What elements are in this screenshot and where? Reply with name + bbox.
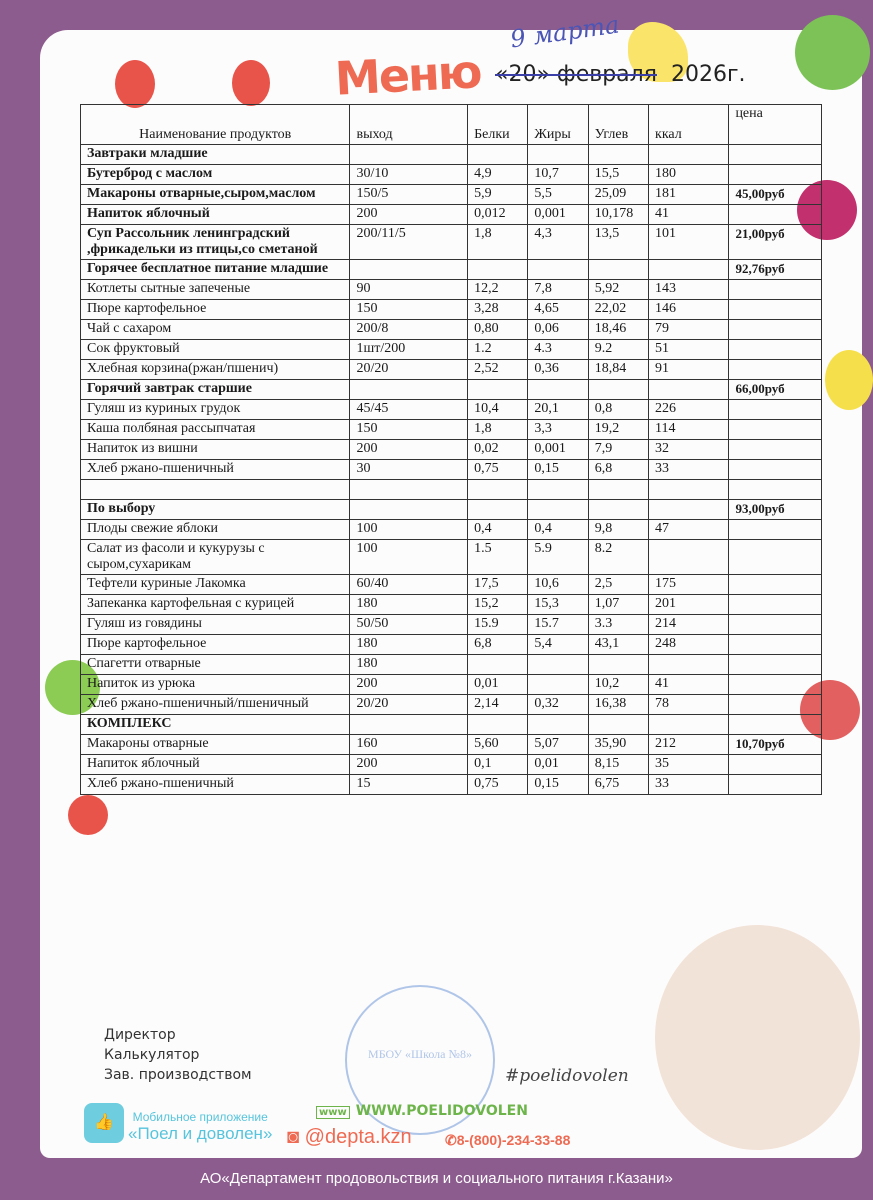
school-stamp: МБОУ «Школа №8» [345, 985, 495, 1135]
item-carbs: 7,9 [588, 440, 648, 460]
table-row [81, 360, 822, 380]
item-output: 150/5 [350, 185, 468, 205]
item-price [729, 715, 822, 735]
item-fat: 0,001 [528, 440, 588, 460]
calculator-label: Калькулятор [104, 1047, 200, 1063]
item-kcal: 212 [649, 735, 729, 755]
item-kcal [649, 260, 729, 280]
item-price [729, 575, 822, 595]
item-fat [528, 675, 588, 695]
item-protein: 2,52 [468, 360, 528, 380]
item-fat: 4.3 [528, 340, 588, 360]
item-output: 50/50 [350, 615, 468, 635]
item-output: 1шт/200 [350, 340, 468, 360]
production-label: Зав. производством [104, 1067, 252, 1083]
item-output: 100 [350, 540, 468, 575]
hashtag: #poelidovolen [505, 1066, 629, 1086]
item-fat: 0,15 [528, 460, 588, 480]
item-kcal [649, 145, 729, 165]
item-name: Спагетти отварные [81, 655, 350, 675]
menu-table [80, 104, 822, 795]
item-price [729, 460, 822, 480]
crossed-date: «20» февраля [495, 62, 657, 87]
item-price [729, 400, 822, 420]
item-protein [468, 380, 528, 400]
table-row [81, 380, 822, 400]
item-output: 100 [350, 520, 468, 540]
item-price [729, 320, 822, 340]
item-output: 160 [350, 735, 468, 755]
item-kcal: 248 [649, 635, 729, 655]
item-fat: 10,6 [528, 575, 588, 595]
item-kcal: 101 [649, 225, 729, 260]
item-price [729, 480, 822, 500]
item-name: Напиток яблочный [81, 755, 350, 775]
item-kcal: 33 [649, 775, 729, 795]
item-name [81, 480, 350, 500]
item-fat: 3,3 [528, 420, 588, 440]
item-carbs [588, 655, 648, 675]
item-output: 200/8 [350, 320, 468, 340]
instagram[interactable]: ◙ @depta.kzn [287, 1126, 412, 1148]
item-name: Хлебная корзина(ржан/пшенич) [81, 360, 350, 380]
item-protein: 0,80 [468, 320, 528, 340]
item-protein: 0,01 [468, 675, 528, 695]
item-name: Тефтели куриные Лакомка [81, 575, 350, 595]
item-fat [528, 655, 588, 675]
item-protein: 15.9 [468, 615, 528, 635]
item-price: 21,00руб [729, 225, 822, 260]
item-carbs: 8.2 [588, 540, 648, 575]
item-name: Напиток из вишни [81, 440, 350, 460]
table-row [81, 145, 822, 165]
item-carbs: 6,8 [588, 460, 648, 480]
item-name: Макароны отварные [81, 735, 350, 755]
item-output [350, 500, 468, 520]
item-output: 180 [350, 655, 468, 675]
item-kcal [649, 380, 729, 400]
item-fat [528, 480, 588, 500]
item-price [729, 145, 822, 165]
item-fat: 5.9 [528, 540, 588, 575]
item-output: 60/40 [350, 575, 468, 595]
tomato-icon [68, 795, 108, 835]
item-protein: 0,75 [468, 460, 528, 480]
item-protein: 10,4 [468, 400, 528, 420]
item-kcal: 41 [649, 675, 729, 695]
item-name: Котлеты сытные запеченые [81, 280, 350, 300]
item-kcal [649, 715, 729, 735]
item-kcal [649, 655, 729, 675]
item-carbs: 35,90 [588, 735, 648, 755]
table-row [81, 320, 822, 340]
item-protein: 5,60 [468, 735, 528, 755]
item-carbs: 10,178 [588, 205, 648, 225]
item-output: 200 [350, 440, 468, 460]
item-fat [528, 380, 588, 400]
item-protein: 1.2 [468, 340, 528, 360]
item-kcal: 79 [649, 320, 729, 340]
item-name: КОМПЛЕКС [81, 715, 350, 735]
item-carbs: 13,5 [588, 225, 648, 260]
col-protein: Белки [468, 105, 528, 145]
item-carbs [588, 500, 648, 520]
item-kcal: 143 [649, 280, 729, 300]
table-row [81, 715, 822, 735]
item-output: 150 [350, 420, 468, 440]
item-name: Горячее бесплатное питание младшие [81, 260, 350, 280]
item-name: Плоды свежие яблоки [81, 520, 350, 540]
item-price [729, 595, 822, 615]
col-output: выход [350, 105, 468, 145]
item-fat: 7,8 [528, 280, 588, 300]
item-fat: 0,15 [528, 775, 588, 795]
item-output [350, 145, 468, 165]
item-output: 200 [350, 675, 468, 695]
item-output: 30 [350, 460, 468, 480]
item-name: Суп Рассольник ленинградский ,фрикадельки из птицы,со сметаной [81, 225, 350, 260]
item-price [729, 440, 822, 460]
website[interactable]: www WWW.POELIDOVOLEN [316, 1103, 528, 1119]
item-protein [468, 260, 528, 280]
col-price: цена [729, 105, 822, 145]
item-fat: 5,4 [528, 635, 588, 655]
item-output: 15 [350, 775, 468, 795]
item-output: 200 [350, 205, 468, 225]
item-price [729, 340, 822, 360]
item-kcal: 114 [649, 420, 729, 440]
table-row [81, 755, 822, 775]
item-output: 20/20 [350, 695, 468, 715]
year: 2026г. [670, 62, 746, 87]
table-row [81, 340, 822, 360]
table-row [81, 655, 822, 675]
instagram-icon: ◙ [287, 1126, 305, 1148]
item-output: 200/11/5 [350, 225, 468, 260]
handwritten-date: 9 марта [508, 10, 621, 54]
item-fat: 15.7 [528, 615, 588, 635]
item-fat: 15,3 [528, 595, 588, 615]
item-carbs: 5,92 [588, 280, 648, 300]
table-row [81, 575, 822, 595]
table-row [81, 695, 822, 715]
item-output [350, 380, 468, 400]
item-output: 90 [350, 280, 468, 300]
cucumber-icon [795, 15, 870, 90]
table-row [81, 595, 822, 615]
item-name: Хлеб ржано-пшеничный/пшеничный [81, 695, 350, 715]
app-like-icon: 👍 [84, 1103, 124, 1143]
item-fat: 0,01 [528, 755, 588, 775]
item-kcal: 78 [649, 695, 729, 715]
table-row [81, 775, 822, 795]
item-price [729, 420, 822, 440]
item-price [729, 755, 822, 775]
item-fat [528, 500, 588, 520]
menu-date [495, 62, 746, 87]
item-output: 180 [350, 595, 468, 615]
item-price [729, 655, 822, 675]
item-price [729, 775, 822, 795]
item-price: 92,76руб [729, 260, 822, 280]
item-carbs [588, 380, 648, 400]
item-price: 66,00руб [729, 380, 822, 400]
tomato-character-icon [115, 60, 155, 108]
item-price: 45,00руб [729, 185, 822, 205]
lemon-icon [825, 350, 873, 410]
item-output: 200 [350, 755, 468, 775]
item-price [729, 300, 822, 320]
table-row [81, 540, 822, 575]
item-kcal: 47 [649, 520, 729, 540]
item-protein: 1,8 [468, 225, 528, 260]
item-fat: 0,36 [528, 360, 588, 380]
item-carbs: 18,46 [588, 320, 648, 340]
item-protein [468, 715, 528, 735]
phone[interactable]: ✆8-(800)-234-33-88 [445, 1132, 571, 1148]
item-carbs: 9.2 [588, 340, 648, 360]
item-price [729, 695, 822, 715]
item-fat: 0,4 [528, 520, 588, 540]
item-kcal: 181 [649, 185, 729, 205]
item-kcal [649, 540, 729, 575]
item-output: 20/20 [350, 360, 468, 380]
table-row [81, 400, 822, 420]
app-promo [128, 1110, 272, 1144]
item-kcal: 214 [649, 615, 729, 635]
item-fat [528, 260, 588, 280]
item-name: Запеканка картофельная с курицей [81, 595, 350, 615]
table-row [81, 185, 822, 205]
item-protein: 0,4 [468, 520, 528, 540]
item-output [350, 260, 468, 280]
table-row [81, 205, 822, 225]
table-row [81, 615, 822, 635]
item-protein [468, 480, 528, 500]
item-kcal: 175 [649, 575, 729, 595]
item-price [729, 615, 822, 635]
col-fat: Жиры [528, 105, 588, 145]
item-carbs: 8,15 [588, 755, 648, 775]
item-fat: 0,001 [528, 205, 588, 225]
org-footer: АО«Департамент продовольствия и социального питания г.Казани» [0, 1158, 873, 1200]
item-price [729, 540, 822, 575]
item-carbs [588, 715, 648, 735]
item-carbs: 43,1 [588, 635, 648, 655]
item-fat: 0,06 [528, 320, 588, 340]
item-carbs: 0,8 [588, 400, 648, 420]
item-name: Напиток из урюка [81, 675, 350, 695]
item-name: Макароны отварные,сыром,маслом [81, 185, 350, 205]
top-border [0, 0, 873, 30]
item-fat: 5,5 [528, 185, 588, 205]
item-name: Салат из фасоли и кукурузы с сыром,сухарикам [81, 540, 350, 575]
item-protein: 0,1 [468, 755, 528, 775]
table-row [81, 280, 822, 300]
item-fat: 4,3 [528, 225, 588, 260]
item-name: Гуляш из говядины [81, 615, 350, 635]
phone-icon: ✆ [445, 1132, 457, 1148]
item-name: Пюре картофельное [81, 300, 350, 320]
table-row [81, 735, 822, 755]
item-carbs: 10,2 [588, 675, 648, 695]
broccoli-banana-icon [655, 925, 860, 1150]
item-carbs: 16,38 [588, 695, 648, 715]
www-icon: www [316, 1106, 350, 1119]
item-name: Гуляш из куриных грудок [81, 400, 350, 420]
item-output: 45/45 [350, 400, 468, 420]
item-carbs: 19,2 [588, 420, 648, 440]
item-name: Сок фруктовый [81, 340, 350, 360]
item-protein: 1.5 [468, 540, 528, 575]
table-header [81, 105, 822, 145]
item-protein: 3,28 [468, 300, 528, 320]
item-carbs: 18,84 [588, 360, 648, 380]
item-name: Бутерброд с маслом [81, 165, 350, 185]
item-name: Чай с сахаром [81, 320, 350, 340]
item-fat: 5,07 [528, 735, 588, 755]
item-fat: 4,65 [528, 300, 588, 320]
item-kcal: 146 [649, 300, 729, 320]
item-protein: 0,02 [468, 440, 528, 460]
table-row [81, 635, 822, 655]
item-protein: 5,9 [468, 185, 528, 205]
table-row [81, 440, 822, 460]
item-output [350, 480, 468, 500]
item-price [729, 280, 822, 300]
item-price [729, 205, 822, 225]
item-output: 150 [350, 300, 468, 320]
item-name: Завтраки младшие [81, 145, 350, 165]
item-protein: 4,9 [468, 165, 528, 185]
item-fat: 10,7 [528, 165, 588, 185]
item-carbs: 6,75 [588, 775, 648, 795]
item-protein: 6,8 [468, 635, 528, 655]
item-kcal: 33 [649, 460, 729, 480]
item-output: 180 [350, 635, 468, 655]
item-protein: 0,012 [468, 205, 528, 225]
item-carbs [588, 260, 648, 280]
item-name: Хлеб ржано-пшеничный [81, 775, 350, 795]
app-label: Мобильное приложение [132, 1110, 268, 1124]
item-kcal: 35 [649, 755, 729, 775]
item-kcal: 32 [649, 440, 729, 460]
col-name: Наименование продуктов [81, 105, 350, 145]
table-row [81, 520, 822, 540]
item-output: 30/10 [350, 165, 468, 185]
item-name: По выбору [81, 500, 350, 520]
table-row [81, 500, 822, 520]
item-name: Каша полбяная рассыпчатая [81, 420, 350, 440]
item-protein [468, 655, 528, 675]
item-kcal: 226 [649, 400, 729, 420]
item-kcal: 201 [649, 595, 729, 615]
item-output [350, 715, 468, 735]
item-kcal: 180 [649, 165, 729, 185]
item-carbs: 25,09 [588, 185, 648, 205]
item-price [729, 165, 822, 185]
item-carbs: 15,5 [588, 165, 648, 185]
table-row [81, 420, 822, 440]
table-row [81, 300, 822, 320]
item-carbs: 3.3 [588, 615, 648, 635]
table-row [81, 480, 822, 500]
item-price [729, 635, 822, 655]
col-kcal: ккал [649, 105, 729, 145]
item-kcal: 91 [649, 360, 729, 380]
table-row [81, 460, 822, 480]
item-carbs: 1,07 [588, 595, 648, 615]
item-price [729, 675, 822, 695]
item-price: 10,70руб [729, 735, 822, 755]
item-name: Хлеб ржано-пшеничный [81, 460, 350, 480]
menu-title: Меню [333, 44, 482, 106]
item-protein [468, 145, 528, 165]
item-fat [528, 145, 588, 165]
item-protein [468, 500, 528, 520]
item-protein: 2,14 [468, 695, 528, 715]
table-row [81, 675, 822, 695]
col-carbs: Углев [588, 105, 648, 145]
item-protein: 17,5 [468, 575, 528, 595]
item-carbs [588, 145, 648, 165]
item-kcal: 51 [649, 340, 729, 360]
item-fat: 20,1 [528, 400, 588, 420]
item-kcal: 41 [649, 205, 729, 225]
item-protein: 1,8 [468, 420, 528, 440]
item-carbs: 9,8 [588, 520, 648, 540]
item-fat [528, 715, 588, 735]
item-price [729, 360, 822, 380]
item-name: Напиток яблочный [81, 205, 350, 225]
tomato-character-icon [232, 60, 270, 106]
item-price [729, 520, 822, 540]
table-row [81, 225, 822, 260]
item-carbs [588, 480, 648, 500]
item-name: Пюре картофельное [81, 635, 350, 655]
item-protein: 12,2 [468, 280, 528, 300]
item-kcal [649, 500, 729, 520]
item-protein: 0,75 [468, 775, 528, 795]
director-label: Директор [104, 1027, 176, 1043]
item-protein: 15,2 [468, 595, 528, 615]
item-fat: 0,32 [528, 695, 588, 715]
table-row [81, 260, 822, 280]
app-name: «Поел и доволен» [128, 1124, 273, 1143]
item-carbs: 22,02 [588, 300, 648, 320]
item-price: 93,00руб [729, 500, 822, 520]
item-name: Горячий завтрак старшие [81, 380, 350, 400]
item-kcal [649, 480, 729, 500]
table-row [81, 165, 822, 185]
item-carbs: 2,5 [588, 575, 648, 595]
